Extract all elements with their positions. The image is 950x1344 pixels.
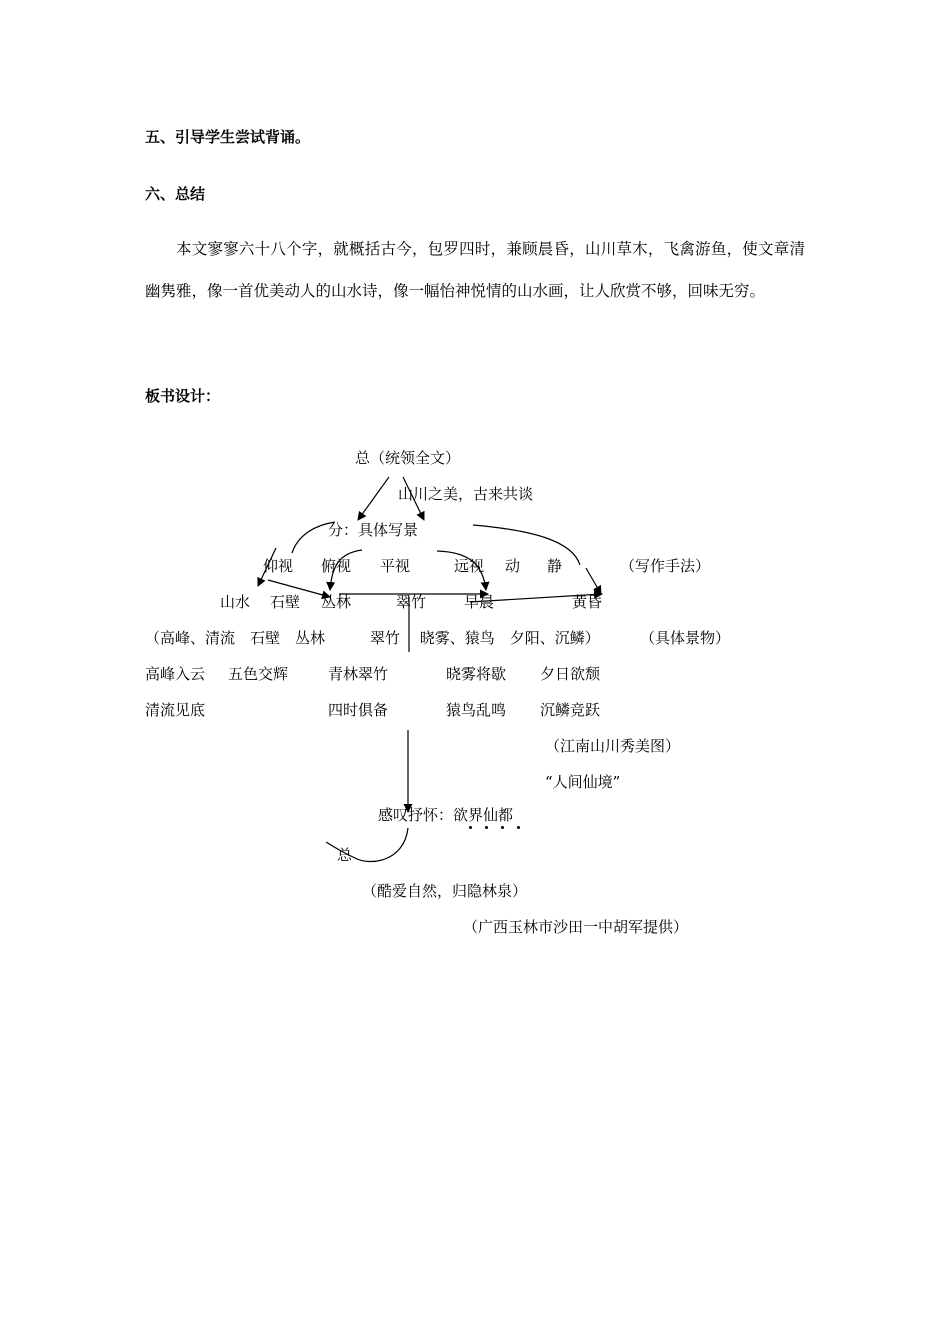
arrow-distant-to-morning: [437, 551, 486, 590]
curve-to-conclusion: [326, 828, 408, 862]
section-six-heading: 六、总结: [145, 185, 206, 203]
view-distant: 远视: [454, 557, 485, 575]
writing-techniques-label: （写作手法）: [620, 557, 711, 575]
love-nature-label: （酷爱自然，归隐林泉）: [362, 882, 528, 900]
scene-morning: 早晨: [464, 593, 495, 611]
desc-fish: 沉鳞竞跃: [540, 701, 601, 719]
conclusion-label: 总: [337, 846, 353, 864]
board-part: 分：具体写景: [328, 521, 419, 539]
arrow-to-forest-left: [268, 580, 330, 597]
desc-sunset: 夕日欲颓: [540, 665, 601, 683]
scene-cliff: 石壁: [270, 593, 301, 611]
view-stillness: 静: [547, 557, 563, 575]
fairyland-label: “人间仙境”: [545, 773, 621, 791]
desc-colors: 五色交辉: [228, 665, 289, 683]
credit-line: （广西玉林市沙田一中胡军提供）: [463, 918, 689, 936]
board-theme: 山川之美，古来共谈: [398, 485, 534, 503]
arrow-top-left: [358, 477, 389, 520]
arrow-morning-to-dusk: [470, 594, 602, 602]
view-upward: 仰视: [263, 557, 294, 575]
curve-left: [292, 522, 335, 553]
section-five-heading: 五、引导学生尝试背诵。: [145, 128, 311, 146]
emotion-label: 感叹抒怀：欲界仙都: [378, 806, 514, 824]
arrow-right-to-dusk: [586, 568, 601, 594]
view-level: 平视: [380, 557, 411, 575]
board-top-summary: 总（统领全文）: [355, 449, 461, 467]
scene-dusk: 黄昏: [572, 593, 603, 611]
arrow-upward-to-water: [258, 548, 276, 586]
desc-green-forest: 青林翠竹: [328, 665, 389, 683]
arrow-downward-to-forest: [330, 550, 362, 590]
scene-details: （高峰、清流 石壁 丛林 翠竹 晓雾、猿鸟 夕阳、沉鳞）: [145, 629, 600, 647]
curve-right: [473, 525, 580, 565]
scene-bamboo: 翠竹: [396, 593, 427, 611]
summary-paragraph: 本文寥寥六十八个字，就概括古今，包罗四时，兼顾晨昏，山川草木，飞禽游鱼，使文章清幽隽雅，像一首优美动人的山水诗，像一幅怡神悦情的山水画，让人欣赏不够，回味无穷。: [145, 240, 805, 300]
desc-birds: 猿鸟乱鸣: [446, 701, 507, 719]
desc-mist: 晓雾将歇: [446, 665, 507, 683]
concrete-scenery-label: （具体景物）: [640, 629, 731, 647]
board-design-heading: 板书设计：: [145, 387, 221, 405]
arrow-top-right: [403, 477, 424, 520]
desc-peaks: 高峰入云: [145, 665, 206, 683]
view-motion: 动: [505, 557, 521, 575]
desc-clear-stream: 清流见底: [145, 701, 206, 719]
jiangnan-label: （江南山川秀美图）: [545, 737, 681, 755]
scene-forest: 丛林: [321, 593, 352, 611]
desc-four-seasons: 四时俱备: [328, 701, 389, 719]
scene-mountain-water: 山水: [220, 593, 251, 611]
view-downward: 俯视: [321, 557, 352, 575]
